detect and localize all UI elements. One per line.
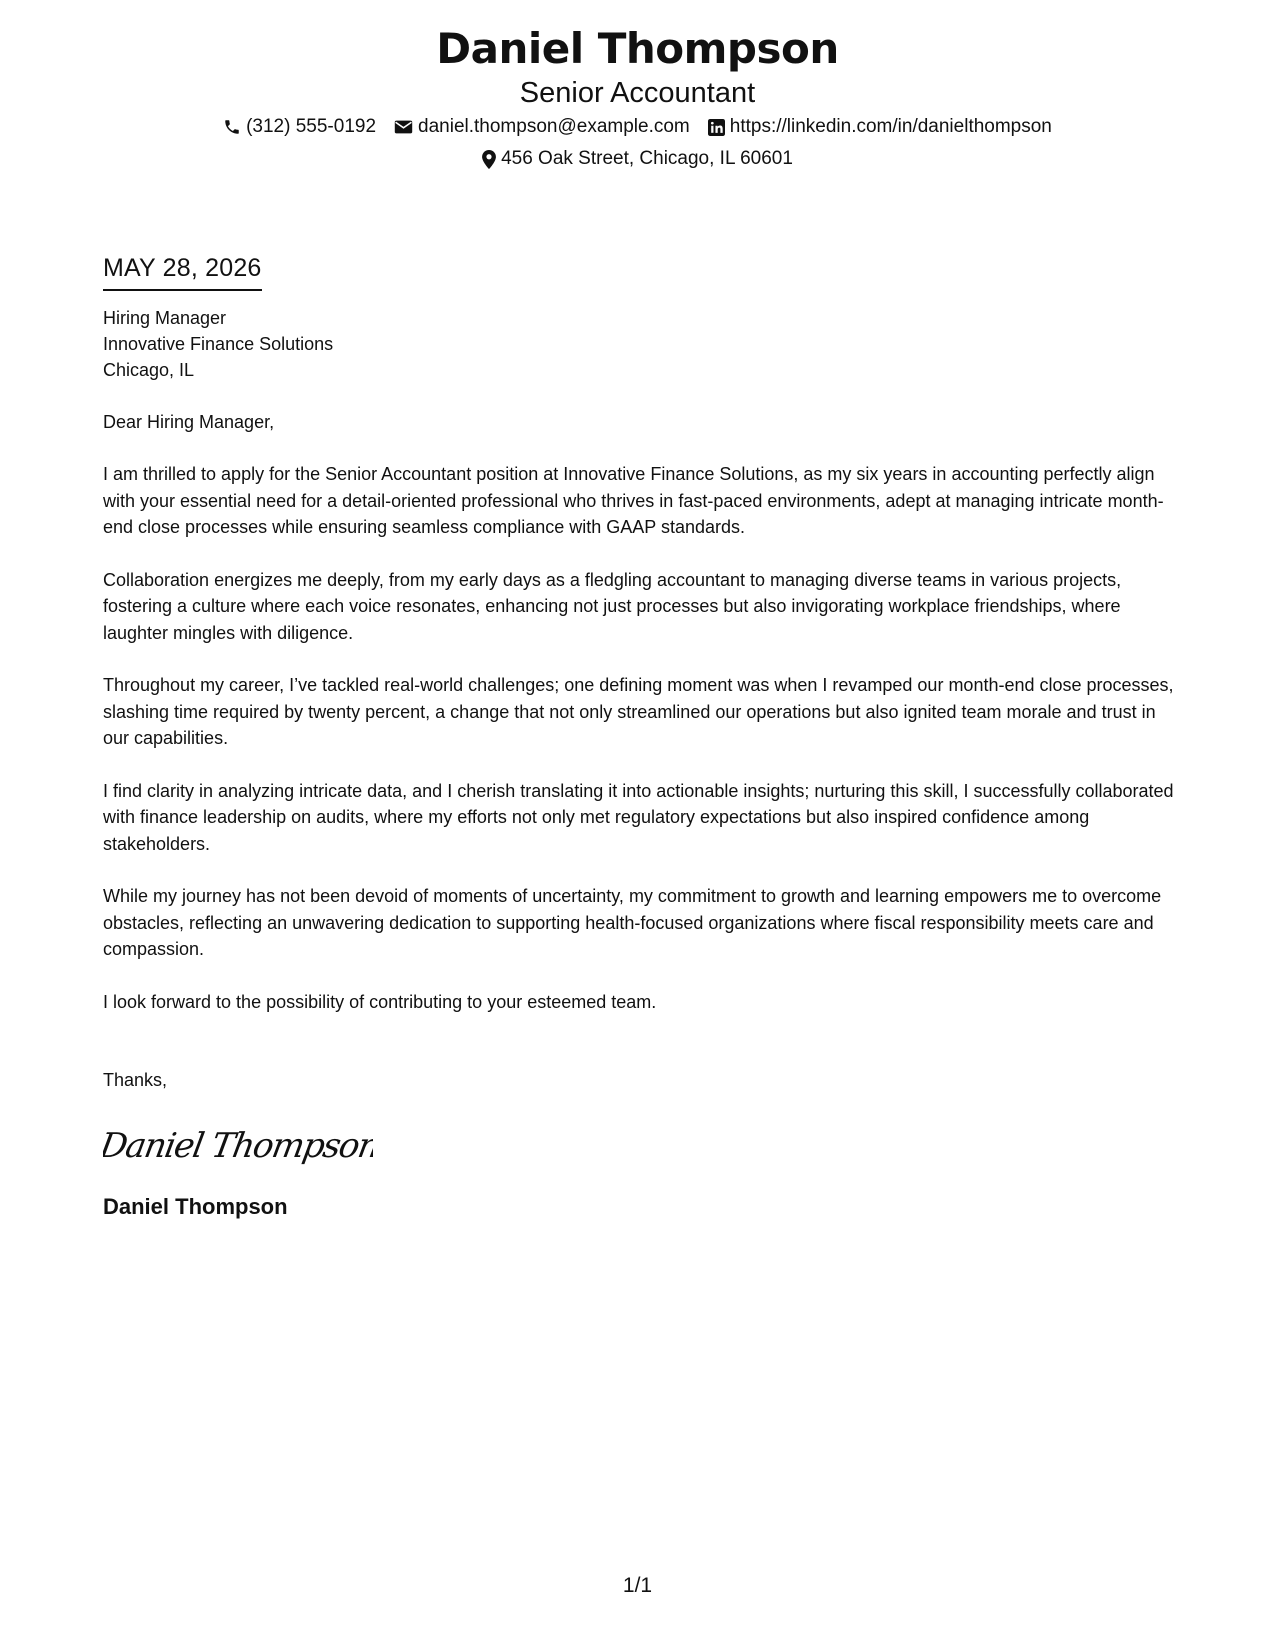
- body-paragraph: I find clarity in analyzing intricate data, and I cherish translating it into actionable insights; nurturing this skill, I successfully collaborated with finance leadership on audits, where my efforts not only met regulatory expectations but also inspired confidence among stakeholders.: [103, 780, 1174, 854]
- closing: Thanks,: [103, 1070, 168, 1090]
- letter-body: [103, 252, 1178, 1221]
- recipient-line: Chicago, IL: [103, 360, 195, 380]
- linkedin-icon: [708, 119, 725, 136]
- contact-phone: [223, 112, 376, 142]
- envelope-icon: [394, 119, 413, 135]
- phone-icon: [223, 118, 241, 136]
- contact-email[interactable]: [394, 112, 690, 142]
- letter-date: MAY 28, 2026: [103, 252, 262, 291]
- salutation: Dear Hiring Manager,: [103, 412, 275, 432]
- map-marker-icon: [482, 150, 496, 169]
- body-paragraph: Throughout my career, I’ve tackled real-world challenges; one defining moment was when I revamped our month-end close processes, slashing time required by twenty percent, a change that not only streamlined our operations but also ignited team morale and trust in our capabilities.: [103, 675, 1174, 748]
- body-paragraph: I am thrilled to apply for the Senior Accountant position at Innovative Finance Solutions, as my six years in accounting perfectly align with your essential need for a detail-oriented professional who thrives in fast-paced environments, adept at managing intricate month-end close processes while ensuring seamless compliance with GAAP standards.: [103, 464, 1164, 537]
- contact-row-secondary: [0, 144, 1275, 174]
- body-paragraph: While my journey has not been devoid of moments of uncertainty, my commitment to growth and learning empowers me to overcome obstacles, reflecting an unwavering dedication to supporting health-focused organizations where fiscal responsibility meets care and compassion.: [103, 886, 1162, 959]
- linkedin-text: https://linkedin.com/in/danielthompson: [729, 116, 1052, 137]
- recipient-line: Hiring Manager: [103, 308, 227, 328]
- body-paragraph: I look forward to the possibility of contributing to your esteemed team.: [103, 991, 657, 1012]
- email-text: daniel.thompson@example.com: [418, 116, 690, 137]
- body-paragraph: Collaboration energizes me deeply, from my early days as a fledgling accountant to managing diverse teams in various projects, fostering a culture where each voice resonates, enhancing not just processes but also invigorating workplace friendships, where laughter mingles with diligence.: [103, 569, 1122, 643]
- letter-header: [0, 22, 1275, 174]
- phone-text: (312) 555-0192: [246, 116, 377, 137]
- applicant-title: Senior Accountant: [519, 77, 756, 109]
- page-number: 1/1: [622, 1574, 653, 1597]
- applicant-name: Daniel Thompson: [436, 24, 839, 73]
- address-text: 456 Oak Street, Chicago, IL 60601: [501, 148, 793, 169]
- recipient-block: [103, 305, 1178, 383]
- recipient-line: Innovative Finance Solutions: [103, 334, 334, 354]
- contact-linkedin[interactable]: [708, 112, 1052, 142]
- svg-text:Daniel Thompson: Daniel Thompson: [103, 1126, 373, 1166]
- signer-name: Daniel Thompson: [103, 1194, 288, 1219]
- contact-row-primary: [0, 112, 1275, 142]
- contact-address: [482, 144, 793, 174]
- handwritten-signature: [103, 1119, 373, 1175]
